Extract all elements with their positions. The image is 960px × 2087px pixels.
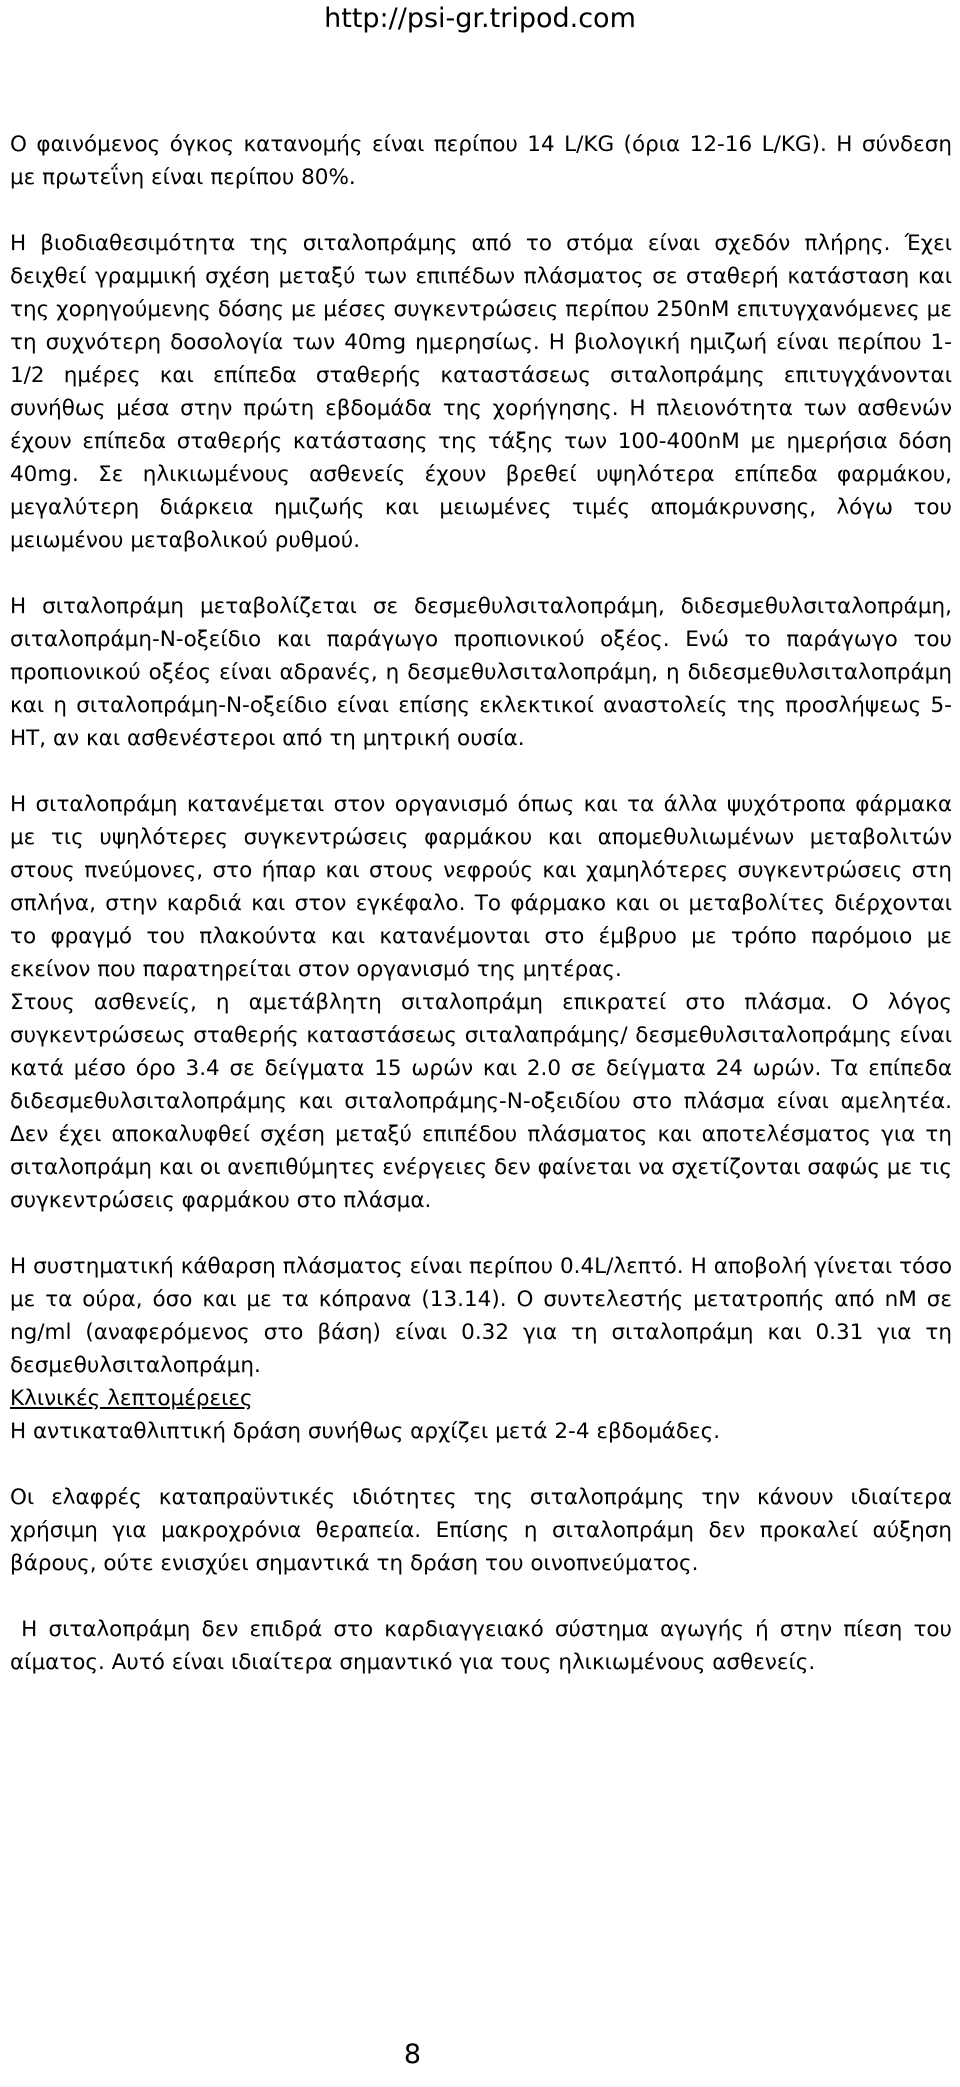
paragraph-distribution: Η σιταλοπράμη κατανέμεται στον οργανισμό όπως και τα άλλα ψυχότροπα φάρμακα με τις υψηλότερες συγκεντρώσεις φαρμάκου και απομεθυλιωμένων μεταβολιτών στους πνεύμονες, στο ήπαρ και στους νεφρούς και χαμηλότερες συγκεντρώσεις στη σπλήνα, στην καρδιά και στον εγκέφαλο. Το φάρμακο και οι μεταβολίτες διέρχονται το φραγμό του πλακούντα και κατανέμονται στο έμβρυο με τρόπο παρόμοιο με εκείνον που παρατηρείται στον οργανισμό της μητέρας. bbox=[10, 792, 952, 982]
paragraph-gap bbox=[10, 557, 952, 590]
paragraph-clearance: Η συστηματική κάθαρση πλάσματος είναι περίπου 0.4L/λεπτό. Η αποβολή γίνεται τόσο με τα ούρα, όσο και με τα κόπρανα (13.14). Ο συντελεστής μετατροπής από nM σε ng/ml (αναφερόμενος στο βάση) είναι 0.32 για τη σιταλοπράμη και 0.31 για τη δεσμεθυλσιταλοπράμη. bbox=[10, 1254, 952, 1378]
section-heading-clinical: Κλινικές λεπτομέρειες bbox=[10, 1386, 253, 1411]
paragraph-volume-distribution: Ο φαινόμενος όγκος κατανομής είναι περίπου 14 L/KG (όρια 12-16 L/KG). Η σύνδεση με πρωτεΐνη είναι περίπου 80%. bbox=[10, 132, 952, 190]
paragraph-sedative: Οι ελαφρές καταπραϋντικές ιδιότητες της σιταλοπράμης την κάνουν ιδιαίτερα χρήσιμη για μακροχρόνια θεραπεία. Επίσης η σιταλοπράμη δεν προκαλεί αύξηση βάρους, ούτε ενισχύει σημαντικά τη δράση του οινοπνεύματος. bbox=[10, 1485, 952, 1576]
paragraph-plasma-ratio: Στους ασθενείς, η αμετάβλητη σιταλοπράμη επικρατεί στο πλάσμα. Ο λόγος συγκεντρώσεως σταθερής καταστάσεως σιταλαπράμης/ δεσμεθυλσιταλοπράμης είναι κατά μέσο όρο 3.4 σε δείγματα 15 ωρών και 2.0 σε δείγματα 24 ωρών. Τα επίπεδα διδεσμεθυλσιταλοπράμης και σιταλοπράμης-N-οξειδίου στο πλάσμα είναι αμελητέα. Δεν έχει αποκαλυφθεί σχέση μεταξύ επιπέδου πλάσματος και αποτελέσματος για τη σιταλοπράμη και οι ανεπιθύμητες ενέργειες δεν φαίνεται να σχετίζονται σαφώς με τις συγκεντρώσεις φαρμάκου στο πλάσμα. bbox=[10, 990, 952, 1213]
paragraph-gap bbox=[10, 755, 952, 788]
paragraph-metabolism: Η σιταλοπράμη μεταβολίζεται σε δεσμεθυλσιταλοπράμη, διδεσμεθυλσιταλοπράμη, σιταλοπράμη-N-οξείδιο και παράγωγο προπιονικού οξέος. Ενώ το παράγωγο του προπιονικού οξέος είναι αδρανές, η δεσμεθυλσιταλοπράμη, η διδεσμεθυλσιταλοπράμη και η σιταλοπράμη-N-οξείδιο είναι επίσης εκλεκτικοί αναστολείς της προσλήψεως 5-HT, αν και ασθενέστεροι από τη μητρική ουσία. bbox=[10, 594, 952, 751]
paragraph-gap bbox=[10, 1448, 952, 1481]
paragraph-cardiovascular: Η σιταλοπράμη δεν επιδρά στο καρδιαγγειακό σύστημα αγωγής ή στην πίεση του αίματος. Αυτό είναι ιδιαίτερα σημαντικό για τους ηλικιωμένους ασθενείς. bbox=[10, 1617, 959, 1675]
paragraph-gap bbox=[10, 194, 952, 227]
header-url: http://psi-gr.tripod.com bbox=[324, 3, 636, 34]
paragraph-onset: Η αντικαταθλιπτική δράση συνήθως αρχίζει μετά 2-4 εβδομάδες. bbox=[10, 1419, 721, 1444]
paragraph-gap bbox=[10, 1217, 952, 1250]
document-body bbox=[10, 128, 959, 1679]
paragraph-gap bbox=[10, 1580, 952, 1613]
paragraph-bioavailability: Η βιοδιαθεσιμότητα της σιταλοπράμης από το στόμα είναι σχεδόν πλήρης. Έχει δειχθεί γραμμική σχέση μεταξύ των επιπέδων πλάσματος σε σταθερή κατάσταση και της χορηγούμενης δόσης με μέσες συγκεντρώσεις περίπου 250nM επιτυγχανόμενες με τη συχνότερη δοσολογία των 40mg ημερησίως. Η βιολογική ημιζωή είναι περίπου 1-1/2 ημέρες και επίπεδα σταθερής καταστάσεως σιταλοπράμης επιτυγχάνονται συνήθως μέσα στην πρώτη εβδομάδα της χορήγησης. Η πλειονότητα των ασθενών έχουν επίπεδα σταθερής κατάστασης της τάξης των 100-400nM με ημερήσια δόση 40mg. Σε ηλικιωμένους ασθενείς έχουν βρεθεί υψηλότερα επίπεδα φαρμάκου, μεγαλύτερη διάρκεια ημιζωής και μειωμένες τιμές απομάκρυνσης, λόγω του μειωμένου μεταβολικού ρυθμού. bbox=[10, 231, 952, 553]
page-number: 8 bbox=[403, 2039, 422, 2070]
